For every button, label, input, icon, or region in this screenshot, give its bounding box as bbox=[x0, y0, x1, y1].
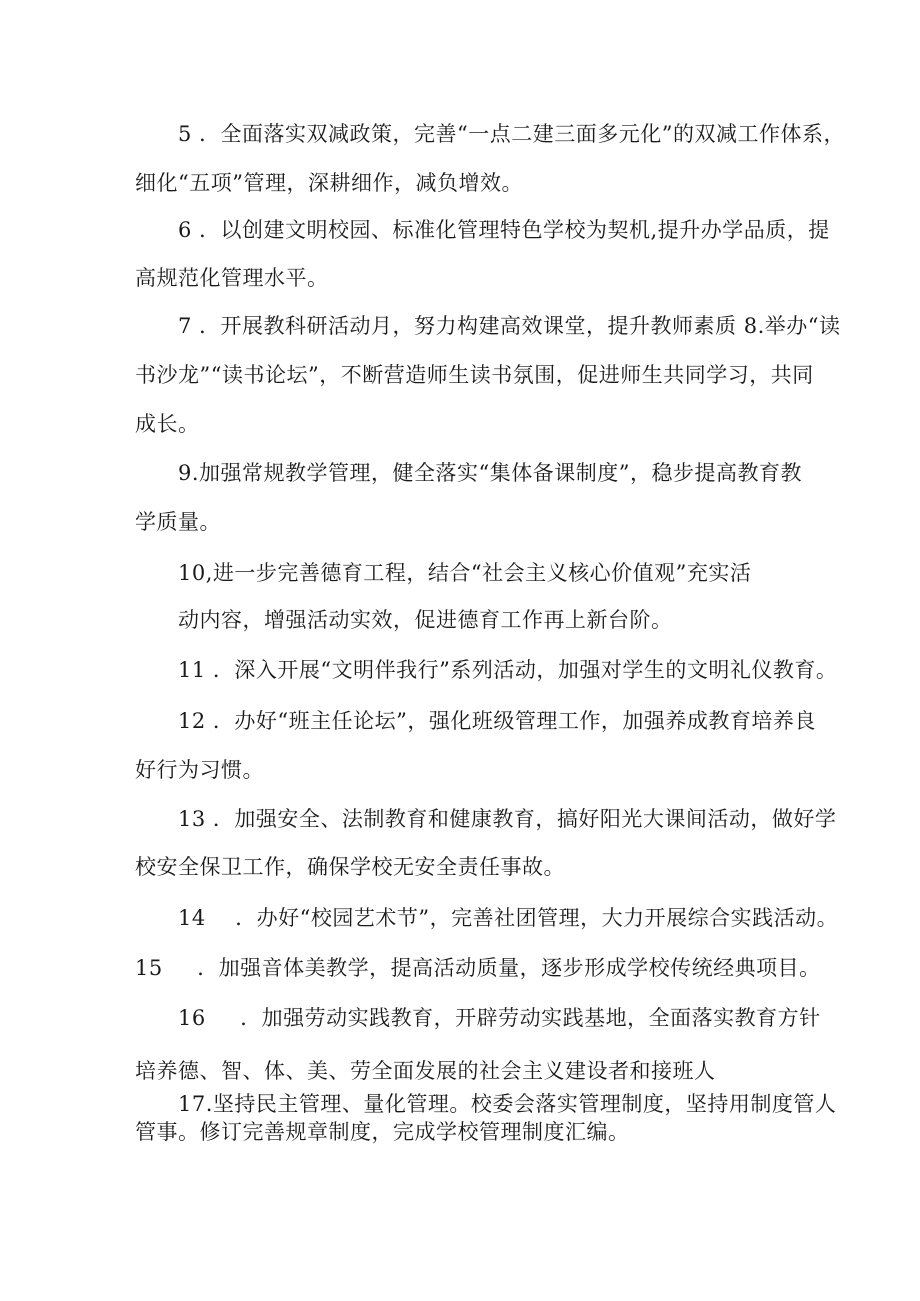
line-text: 动内容，增强活动实效，促进德育工作再上新台阶。 bbox=[178, 608, 673, 632]
item-11-line-1 bbox=[178, 658, 837, 682]
line-text: ．办好“校园艺术节”，完善社团管理，大力开展综合实践活动。 bbox=[235, 906, 839, 930]
line-text: 校安全保卫工作，确保学校无安全责任事故。 bbox=[135, 855, 565, 879]
item-13-line-2 bbox=[135, 855, 565, 879]
item-7-line-3 bbox=[135, 412, 200, 436]
item-16-line-1 bbox=[178, 1006, 821, 1030]
item-5-line-1 bbox=[178, 122, 845, 146]
line-text: ．深入开展“文明伴我行”系列活动，加强对学生的文明礼仪教育。 bbox=[212, 658, 838, 682]
line-text: 成长。 bbox=[135, 412, 200, 436]
line-text: ．加强劳动实践教育，开辟劳动实践基地，全面落实教育方针 bbox=[240, 1006, 821, 1030]
line-text: ．以创建文明校园、标准化管理特色学校为契机,提升办学品质，提 bbox=[199, 218, 830, 242]
line-text: ．全面落实双减政策，完善“一点二建三面多元化”的双减工作体系， bbox=[199, 122, 846, 146]
line-text: ．办好“班主任论坛”，强化班级管理工作，加强养成教育培养良 bbox=[212, 709, 816, 733]
line-text: 培养德、智、体、美、劳全面发展的社会主义建设者和接班人 bbox=[135, 1059, 716, 1083]
item-16-line-2 bbox=[135, 1059, 716, 1083]
item-number: 5 bbox=[178, 122, 192, 146]
line-text: 9.加强常规教学管理，健全落实“集体备课制度”，稳步提高教育教 bbox=[178, 461, 803, 485]
item-13-line-1 bbox=[178, 807, 836, 831]
line-text: 17.坚持民主管理、量化管理。校委会落实管理制度，坚持用制度管人 bbox=[178, 1092, 837, 1116]
item-12-line-1 bbox=[178, 709, 816, 733]
item-17-line-1 bbox=[178, 1092, 836, 1116]
item-number: 14 bbox=[178, 906, 206, 930]
item-number: 15 bbox=[135, 956, 163, 980]
item-number: 13 bbox=[178, 807, 206, 831]
item-12-line-2 bbox=[135, 758, 264, 782]
line-text: 高规范化管理水平。 bbox=[135, 266, 329, 290]
line-text: ．加强安全、法制教育和健康教育，搞好阳光大课间活动，做好学 bbox=[212, 807, 837, 831]
line-text: 书沙龙”“读书论坛”，不断营造师生读书氛围，促进师生共同学习，共同 bbox=[135, 363, 814, 387]
item-7-line-1 bbox=[178, 314, 841, 338]
item-10-line-1 bbox=[178, 561, 751, 585]
item-9-line-1 bbox=[178, 461, 802, 485]
item-14-line-1 bbox=[178, 906, 838, 930]
line-text: 管事。修订完善规章制度，完成学校管理制度汇编。 bbox=[135, 1120, 630, 1144]
item-5-line-2 bbox=[135, 171, 523, 195]
item-6-line-2 bbox=[135, 266, 329, 290]
line-text: 好行为习惯。 bbox=[135, 758, 264, 782]
item-10-line-2 bbox=[178, 608, 673, 632]
line-text: 细化“五项”管理，深耕细作，减负增效。 bbox=[135, 171, 523, 195]
line-text: ．加强音体美教学，提高活动质量，逐步形成学校传统经典项目。 bbox=[197, 956, 821, 980]
item-number: 11 bbox=[178, 658, 206, 682]
item-6-line-1 bbox=[178, 218, 830, 242]
item-number: 6 bbox=[178, 218, 192, 242]
line-text: ．开展教科研活动月，努力构建高效课堂，提升教师素质 8.举办“读 bbox=[199, 314, 841, 338]
item-7-line-2 bbox=[135, 363, 814, 387]
item-number: 16 bbox=[178, 1006, 206, 1030]
line-text: 10,进一步完善德育工程，结合“社会主义核心价值观”充实活 bbox=[178, 561, 752, 585]
item-number: 7 bbox=[178, 314, 192, 338]
item-17-line-2 bbox=[135, 1120, 630, 1144]
line-text: 学质量。 bbox=[135, 510, 221, 534]
item-9-line-2 bbox=[135, 510, 221, 534]
item-number: 12 bbox=[178, 709, 206, 733]
item-15-line-1 bbox=[135, 956, 821, 980]
